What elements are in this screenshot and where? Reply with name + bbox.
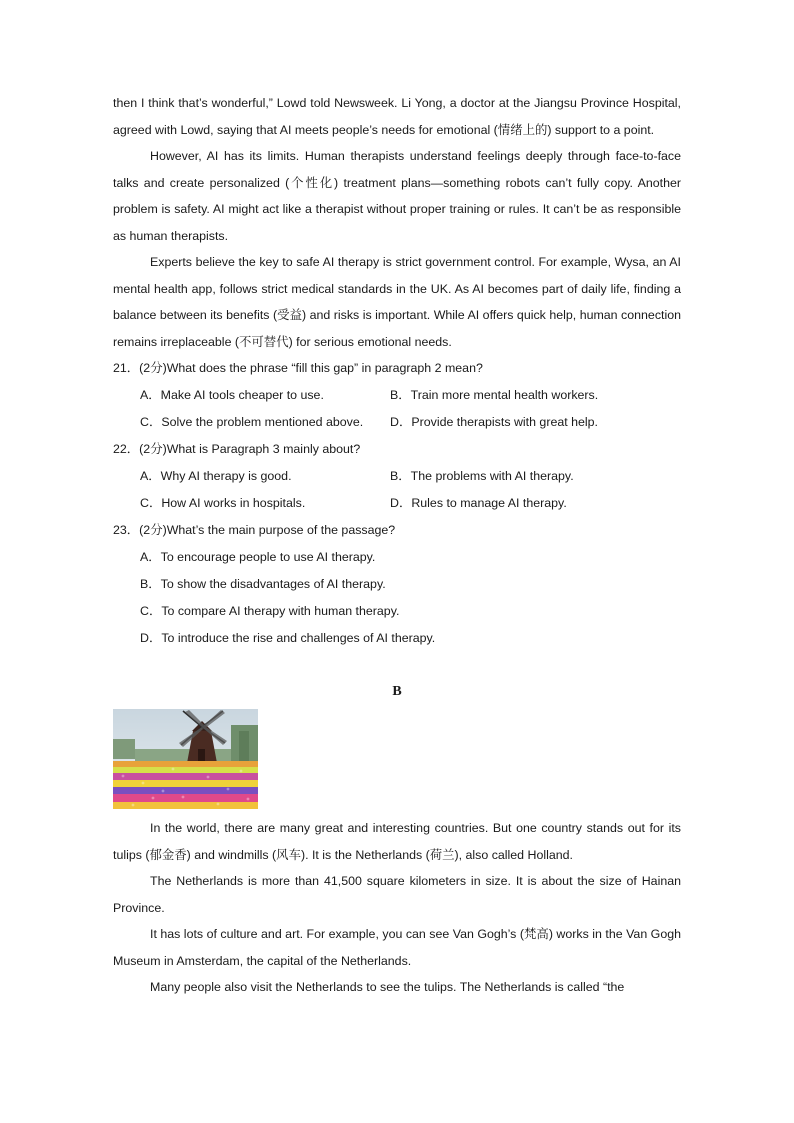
question-stem: 23．(2分)What’s the main purpose of the passage? — [113, 523, 396, 537]
option-row — [113, 382, 681, 409]
passage-b-paragraph-1: In the world, there are many great and interesting countries. But one country stands out for its tulips (郁金香) and windmills (风车). It is the Netherlands (荷兰), also called Holland. — [113, 821, 681, 862]
passage-a-paragraph-3: Experts believe the key to safe AI therapy is strict government control. For example, Wysa, an AI mental health app, follows strict medical standards in the UK. As AI becomes part of daily life, finding a balance between its benefits (受益) and risks is important. While AI offers quick help, human connection remains irreplaceable (不可替代) for serious emotional needs. — [113, 255, 681, 349]
windmill-tulip-field-photo — [113, 709, 258, 809]
passage-b-paragraph-3: It has lots of culture and art. For example, you can see Van Gogh’s (梵高) works in the Van Gogh Museum in Amsterdam, the capital of the Netherlands. — [113, 927, 681, 968]
option-a: A．Why AI therapy is good. — [140, 469, 292, 483]
option-a: A．To encourage people to use AI therapy. — [140, 550, 376, 564]
passage-b-paragraph-4: Many people also visit the Netherlands to see the tulips. The Netherlands is called “the — [150, 980, 625, 994]
question-stem: 21．(2分)What does the phrase “fill this gap” in paragraph 2 mean? — [113, 361, 483, 375]
option-c: C．To compare AI therapy with human therapy. — [140, 604, 400, 618]
question-stem: 22．(2分)What is Paragraph 3 mainly about? — [113, 442, 361, 456]
passage-a-paragraph-2: However, AI has its limits. Human therapists understand feelings deeply through face-to-face talks and create personalized (个性化) treatment plans—something robots can’t fully copy. Another problem is safety. AI might act like a therapist without proper training or rules. It can’t be as responsible as human therapists. — [113, 149, 681, 243]
passage-b-paragraph-2: The Netherlands is more than 41,500 square kilometers in size. It is about the size of Hainan Province. — [113, 874, 681, 915]
option-c: C．How AI works in hospitals. — [140, 496, 306, 510]
document-page — [113, 90, 681, 1001]
option-c: C．Solve the problem mentioned above. — [140, 415, 364, 429]
option-d: D．Provide therapists with great help. — [390, 415, 598, 429]
option-d: D．To introduce the rise and challenges of AI therapy. — [140, 631, 436, 645]
question-21 — [113, 355, 681, 436]
option-row — [113, 490, 681, 517]
option-b: B．To show the disadvantages of AI therapy. — [140, 577, 386, 591]
option-row — [113, 463, 681, 490]
question-22 — [113, 436, 681, 517]
option-b: B．The problems with AI therapy. — [390, 469, 574, 483]
option-a: A．Make AI tools cheaper to use. — [140, 388, 324, 402]
section-b-heading: B — [392, 684, 402, 699]
question-23 — [113, 517, 681, 652]
option-d: D．Rules to manage AI therapy. — [390, 496, 567, 510]
option-row — [113, 409, 681, 436]
option-b: B．Train more mental health workers. — [390, 388, 599, 402]
passage-a-paragraph-1: then I think that’s wonderful,” Lowd told Newsweek. Li Yong, a doctor at the Jiangsu Province Hospital, agreed with Lowd, saying that AI meets people’s needs for emotional (情绪上的) support to a point. — [113, 96, 681, 137]
